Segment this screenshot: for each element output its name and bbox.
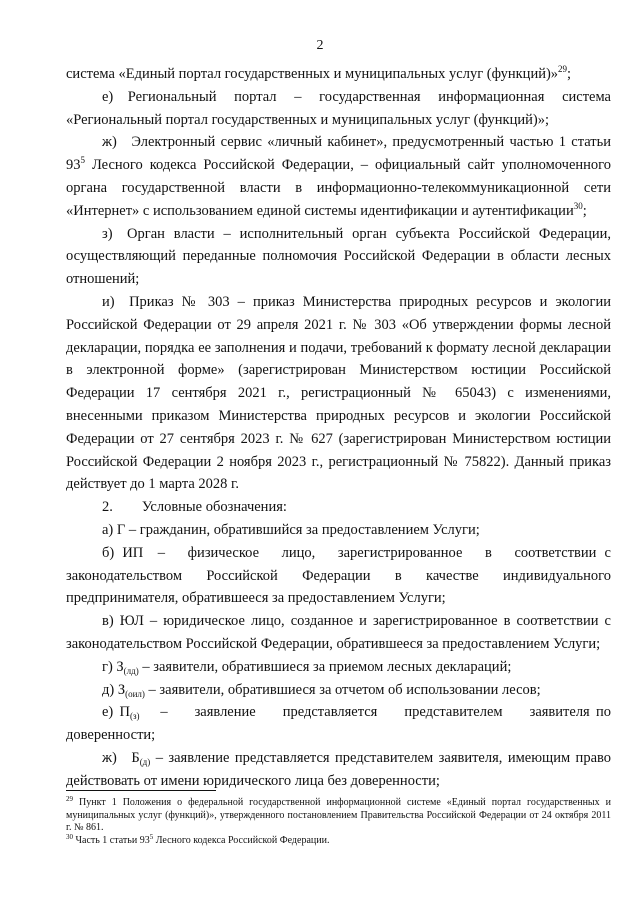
footnotes: [66, 797, 611, 847]
definition-d: д) $З_{(оил)}$ – заявители, обратившиеся за отчетом об использовании лесов;: [102, 681, 541, 699]
footnote-30: $^{30}$ Часть 1 статьи $93^5$ Лесного кодекса Российской Федерации.: [66, 832, 330, 846]
definition-v: в) ЮЛ – юридическое лицо, созданное и зарегистрированное в соответствии с законодательством Российской Федерации, обратившееся за предоставлением Услуги;: [66, 613, 611, 652]
document-body: [66, 63, 611, 793]
definition-e: е) $П_{(з)}$ – заявление представляется представителем заявителя по доверенности;: [66, 704, 611, 744]
paragraph-item-i: и) Приказ № 303 – приказ Министерства природных ресурсов и экологии Российской Федерации от 29 апреля 2021 г. № 303 «Об утверждении формы лесной декларации, порядка ее заполнения и подачи, требований к формату лесной декларации в электронной форме» (зарегистрирован Министерством юстиции Российской Федерации 17 сентября 2021 г., регистрационный № 65043) с изменениями, внесенными приказом Министерства природных ресурсов и экологии Российской Федерации от 27 сентября 2023 г. № 627 (зарегистрирован Министерством юстиции Российской Федерации 2 ноября 2023 г., регистрационный № 75822). Данный приказ действует до 1 марта 2028 г.: [66, 293, 611, 493]
definition-b: б) ИП – физическое лицо, зарегистрированное в соответствии с законодательством Российской Федерации в качестве индивидуального предпринимателя, обратившееся за предоставлением Услуги;: [66, 544, 611, 607]
paragraph-item-e: е) Региональный портал – государственная информационная система «Региональный портал государственных и муниципальных услуг (функций)»;: [66, 88, 611, 128]
page-number: 2: [316, 38, 324, 53]
footnote-29: $^{29}$ Пункт 1 Положения о федеральной государственной информационной системе «Единый портал государственных и муниципальных услуг (функций)», утвержденного постановлением Правительства Российской Федерации от 24 октября 2011 г. № 861.: [66, 795, 612, 833]
footnote-ref: 30: [573, 200, 583, 211]
paragraph-item-zh: ж) Электронный сервис «личный кабинет», предусмотренный частью 1 статьи $93^5$ Лесного кодекса Российской Федерации, – официальный сайт уполномоченного органа государственной власти в информационно-телекоммуникационной сети «Интернет» с использованием единой системы идентификации и аутентификации$^{30}$;: [66, 134, 611, 219]
definition-zh: ж) $Б_{(д)}$ – заявление представляется представителем заявителя, имеющим право действовать от имени юридического лица без доверенности;: [66, 749, 611, 789]
footnote-ref: 29: [558, 64, 568, 74]
paragraph-continuation: система «Единый портал государственных и муниципальных услуг (функций)»$^{29}$;: [66, 64, 572, 82]
definition-a: а) Г – гражданин, обратившийся за предоставлением Услуги;: [102, 521, 480, 538]
section-heading-2: 2. Условные обозначения:: [102, 499, 287, 516]
paragraph-item-z: з) Орган власти – исполнительный орган субъекта Российской Федерации, осуществляющий переданные полномочия Российской Федерации в области лесных отношений;: [66, 225, 611, 288]
footnote-divider: [66, 790, 216, 791]
definition-g: г) $З_{(лд)}$ – заявители, обратившиеся за приемом лесных деклараций;: [102, 658, 512, 676]
